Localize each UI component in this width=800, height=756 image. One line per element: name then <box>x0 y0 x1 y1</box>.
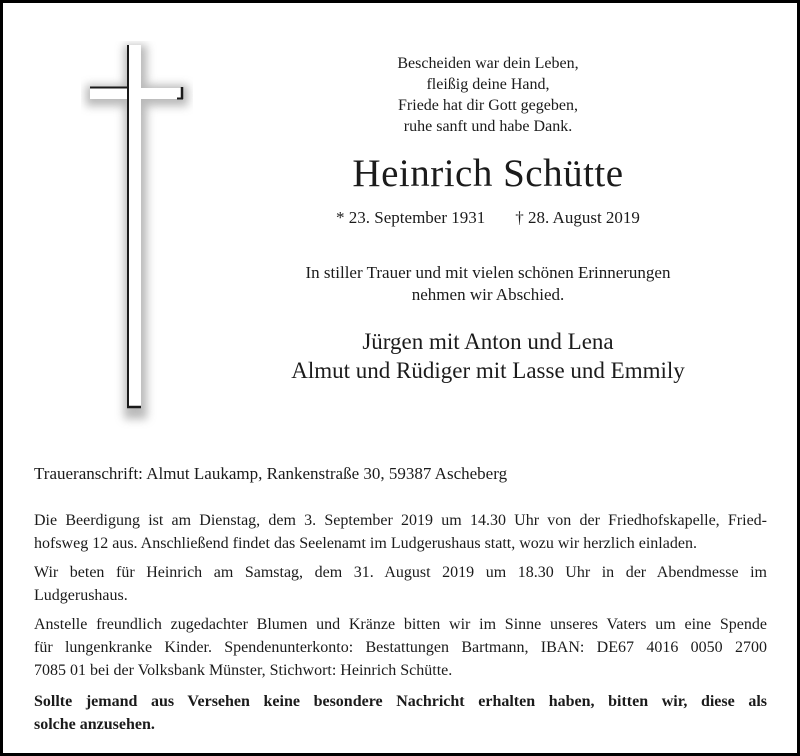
mourners-line-1: Jürgen mit Anton und Lena <box>362 329 614 354</box>
funeral-line-1: Die Beerdigung ist am Dienstag, dem 3. September 2019 um 14.30 Uhr von der Friedhofskapelle, Fried- <box>34 512 767 529</box>
funeral-line-2: hofsweg 12 aus. Anschließend findet das Seelenamt im Ludgerushaus statt, wozu wir herzlich einladen. <box>34 535 697 552</box>
prayer-line-1: Wir beten für Heinrich am Samstag, dem 31. August 2019 um 18.30 Uhr in der Abendmesse im <box>34 564 767 581</box>
farewell-line-2: nehmen wir Abschied. <box>411 285 565 304</box>
mourners-names <box>188 327 788 385</box>
memorial-verse <box>188 53 788 137</box>
announcement-body <box>34 509 767 742</box>
memorial-cross-icon <box>81 41 193 433</box>
notice-line-2: solche anzusehen. <box>34 716 155 733</box>
prayer-service-paragraph <box>34 561 767 607</box>
verse-line-1: Bescheiden war dein Leben, <box>397 55 579 72</box>
farewell-line-1: In stiller Trauer und mit vielen schönen Erinnerungen <box>305 263 671 282</box>
condolence-address: Traueranschrift: Almut Laukamp, Rankenstraße 30, 59387 Ascheberg <box>34 464 508 483</box>
birth-date: * 23. September 1931 <box>336 208 486 227</box>
verse-line-4: ruhe sanft und habe Dank. <box>403 118 573 135</box>
mourners-line-2: Almut und Rüdiger mit Lasse und Emmily <box>291 358 685 383</box>
notification-notice-paragraph <box>34 690 767 736</box>
deceased-name: Heinrich Schütte <box>352 152 624 195</box>
life-dates <box>188 207 788 229</box>
donation-line-1: Anstelle freundlich zugedachter Blumen und Kränze bitten wir im Sinne unseres Vaters um eine Spende <box>34 616 767 633</box>
donation-request-paragraph <box>34 613 767 682</box>
donation-line-2: für lungenkranke Kinder. Spendenunterkonto: Bestattungen Bartmann, IBAN: DE67 4016 0050 2700 <box>34 639 767 656</box>
notice-line-1: Sollte jemand aus Versehen keine besondere Nachricht erhalten haben, bitten wir, diese als <box>34 693 767 710</box>
farewell-statement <box>188 262 788 306</box>
verse-line-2: fleißig deine Hand, <box>426 76 550 93</box>
prayer-line-2: Ludgerushaus. <box>34 587 128 604</box>
verse-line-3: Friede hat dir Gott gegeben, <box>398 97 578 114</box>
donation-line-3: 7085 01 bei der Volksbank Münster, Stichwort: Heinrich Schütte. <box>34 662 453 679</box>
death-date: † 28. August 2019 <box>515 208 640 227</box>
funeral-details-paragraph <box>34 509 767 555</box>
